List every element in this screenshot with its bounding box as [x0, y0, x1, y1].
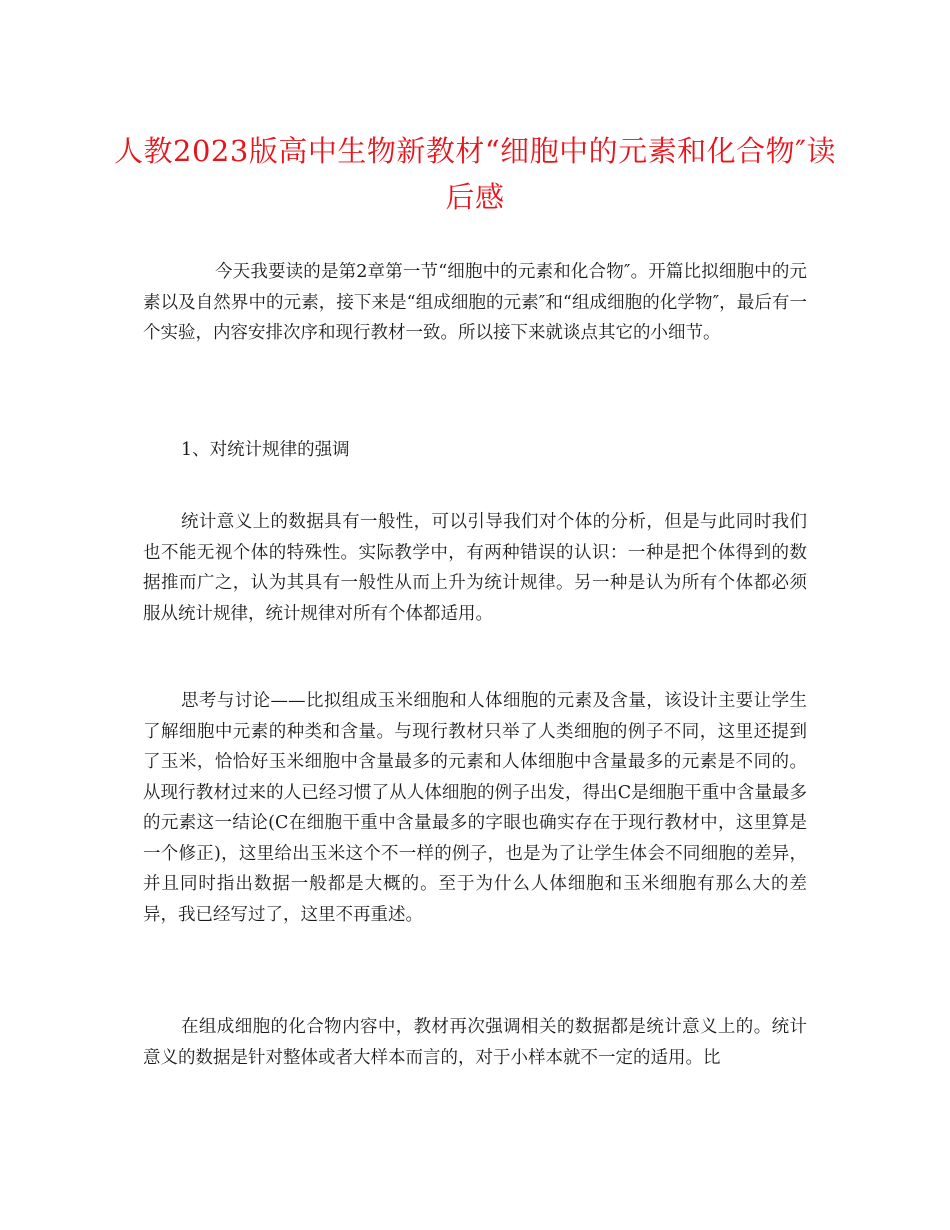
paragraph-statistics: 统计意义上的数据具有一般性，可以引导我们对个体的分析，但是与此同时我们也不能无视个体的特殊性。实际教学中，有两种错误的认识：一种是把个体得到的数据推而广之，认为其具有一般性从而上升为统计规律。另一种是认为所有个体都必须服从统计规律，统计规律对所有个体都适用。 [143, 512, 807, 624]
section-heading: 1、对统计规律的强调 [181, 440, 350, 460]
page-title: 人教2023版高中生物新教材“细胞中的元素和化合物″读后感 [114, 134, 836, 214]
intro-paragraph: 今天我要读的是第2章第一节“细胞中的元素和化合物″。开篇比拟细胞中的元素以及自然界中的元素，接下来是“组成细胞的元素″和“组成细胞的化学物″，最后有一个实验，内容安排次序和现行教材一致。所以接下来就谈点其它的小细节。 [143, 262, 807, 343]
paragraph-discussion: 思考与讨论——比拟组成玉米细胞和人体细胞的元素及含量，该设计主要让学生了解细胞中元素的种类和含量。与现行教材只举了人类细胞的例子不同，这里还提到了玉米，恰恰好玉米细胞中含量最多的元素和人体细胞中含量最多的元素是不同的。从现行教材过来的人已经习惯了从人体细胞的例子出发，得出C是细胞干重中含量最多的元素这一结论(C在细胞干重中含量最多的字眼也确实存在于现行教材中，这里算是一个修正)，这里给出玉米这个不一样的例子，也是为了让学生体会不同细胞的差异，并且同时指出数据一般都是大概的。至于为什么人体细胞和玉米细胞有那么大的差异，我已经写过了，这里不再重述。 [143, 691, 807, 925]
paragraph-compounds: 在组成细胞的化合物内容中，教材再次强调相关的数据都是统计意义上的。统计意义的数据是针对整体或者大样本而言的，对于小样本就不一定的适用。比 [143, 1017, 807, 1068]
